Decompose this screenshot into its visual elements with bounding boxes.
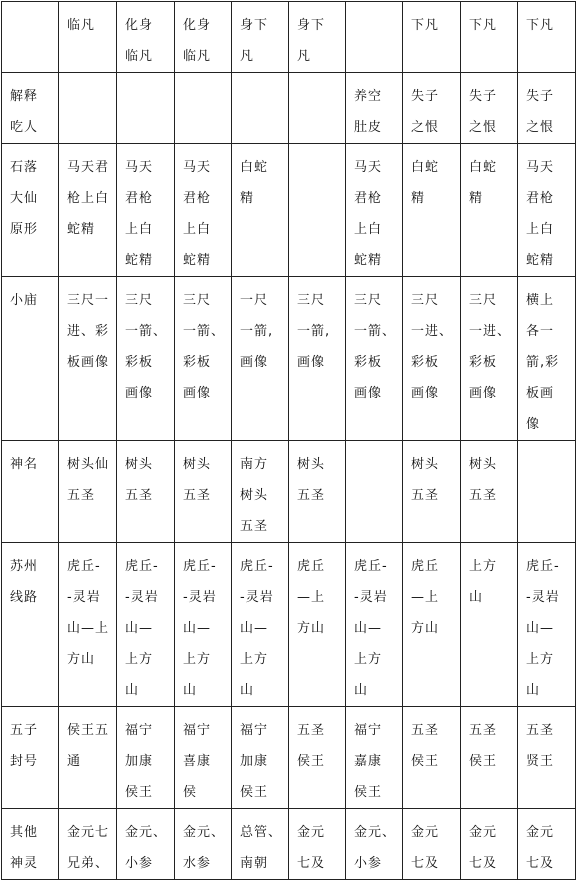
table-cell: 三尺 一箭、 彩板 画像 (175, 277, 232, 441)
table-cell: 虎丘- -灵岩 山— 上方 山 (518, 543, 576, 707)
table-cell: 马天 君枪 上白 蛇精 (346, 144, 403, 277)
table-cell: 金元七 兄弟、 (59, 809, 117, 880)
table-cell: 失子 之恨 (461, 73, 518, 144)
table-cell: 横上 各一 箭,彩 板画 像 (518, 277, 576, 441)
table-cell: 失子 之恨 (518, 73, 576, 144)
table-cell: 马天君 枪上白 蛇精 (59, 144, 117, 277)
table-cell (175, 73, 232, 144)
table-row (2, 543, 576, 707)
table-cell: 化身 临凡 (175, 2, 232, 73)
table-cell: 五圣 侯王 (461, 707, 518, 809)
table-cell: 金元 七及 (289, 809, 346, 880)
table-cell: 福宁 加康 侯王 (232, 707, 289, 809)
table-cell: 树头 五圣 (403, 441, 461, 543)
table-cell: 南方 树头 五圣 (232, 441, 289, 543)
table-cell: 福宁 喜康 侯 (175, 707, 232, 809)
row-label-cell (2, 2, 59, 73)
table-cell: 三尺 一箭、 彩板 画像 (346, 277, 403, 441)
table-cell: 树头 五圣 (117, 441, 175, 543)
table-cell: 金元、 小参 (117, 809, 175, 880)
table-cell: 三尺 一箭、 彩板 画像 (117, 277, 175, 441)
table-cell: 白蛇 精 (403, 144, 461, 277)
table-cell: 金元 七及 (461, 809, 518, 880)
table-row (2, 277, 576, 441)
table-cell: 马天 君枪 上白 蛇精 (518, 144, 576, 277)
table-row (2, 441, 576, 543)
table-cell: 五圣 贤王 (518, 707, 576, 809)
table-cell: 虎丘- -灵岩 山— 上方 山 (232, 543, 289, 707)
table-cell: 马天 君枪 上白 蛇精 (175, 144, 232, 277)
table-cell (289, 144, 346, 277)
table-cell: 马天 君枪 上白 蛇精 (117, 144, 175, 277)
table-cell (518, 441, 576, 543)
table-cell: 树头 五圣 (461, 441, 518, 543)
row-label-cell: 石落 大仙 原形 (2, 144, 59, 277)
table-cell (289, 73, 346, 144)
table-row (2, 707, 576, 809)
table-cell: 树头仙 五圣 (59, 441, 117, 543)
table-cell: 金元、 水参 (175, 809, 232, 880)
row-label-cell: 神名 (2, 441, 59, 543)
table-cell (232, 73, 289, 144)
table-cell (59, 73, 117, 144)
row-label-cell: 五子 封号 (2, 707, 59, 809)
table-cell: 树头 五圣 (289, 441, 346, 543)
table-cell: 养空 肚皮 (346, 73, 403, 144)
row-label-cell: 小庙 (2, 277, 59, 441)
row-label-cell: 解释 吃人 (2, 73, 59, 144)
table-cell: 三尺 一箭, 画像 (289, 277, 346, 441)
table-cell: 树头 五圣 (175, 441, 232, 543)
table-cell (117, 73, 175, 144)
table-cell: 五圣 侯王 (289, 707, 346, 809)
table-cell (346, 441, 403, 543)
comparison-table (1, 1, 576, 880)
table-cell: 虎丘- -灵岩 山— 上方 山 (175, 543, 232, 707)
table-cell: 侯王五 通 (59, 707, 117, 809)
table-cell: 金元 七及 (403, 809, 461, 880)
table-cell: 下凡 (403, 2, 461, 73)
table-cell: 下凡 (461, 2, 518, 73)
table-cell: 身下 凡 (232, 2, 289, 73)
table-cell: 金元 七及 (518, 809, 576, 880)
table-body (2, 2, 576, 880)
table-row (2, 144, 576, 277)
table-cell: 失子 之恨 (403, 73, 461, 144)
table-cell: 白蛇 精 (461, 144, 518, 277)
table-cell: 身下 凡 (289, 2, 346, 73)
table-header-row (2, 2, 576, 73)
table-cell: 下凡 (518, 2, 576, 73)
table-cell: 虎丘- -灵岩 山— 上方 山 (346, 543, 403, 707)
table-cell: 三尺一 进、彩 板画像 (59, 277, 117, 441)
table-cell: 福宁 加康 侯王 (117, 707, 175, 809)
table-cell: 一尺 一箭, 画像 (232, 277, 289, 441)
table-cell: 白蛇 精 (232, 144, 289, 277)
table-cell: 金元、 小参 (346, 809, 403, 880)
table-cell: 三尺 一进、 彩板 画像 (461, 277, 518, 441)
table-cell: 虎丘 —上 方山 (403, 543, 461, 707)
table-cell (346, 2, 403, 73)
table-cell: 虎丘 —上 方山 (289, 543, 346, 707)
table-cell: 福宁 嘉康 侯王 (346, 707, 403, 809)
row-label-cell: 其他 神灵 (2, 809, 59, 880)
table-cell: 化身 临凡 (117, 2, 175, 73)
table-cell: 临凡 (59, 2, 117, 73)
table-cell: 五圣 侯王 (403, 707, 461, 809)
table-cell: 三尺 一进、 彩板 画像 (403, 277, 461, 441)
table-cell: 上方 山 (461, 543, 518, 707)
table-row (2, 809, 576, 880)
table-cell: 虎丘- -灵岩 山— 上方 山 (117, 543, 175, 707)
table-row (2, 73, 576, 144)
table-cell: 虎丘- -灵岩 山—上 方山 (59, 543, 117, 707)
row-label-cell: 苏州 线路 (2, 543, 59, 707)
table-cell: 总管、 南朝 (232, 809, 289, 880)
